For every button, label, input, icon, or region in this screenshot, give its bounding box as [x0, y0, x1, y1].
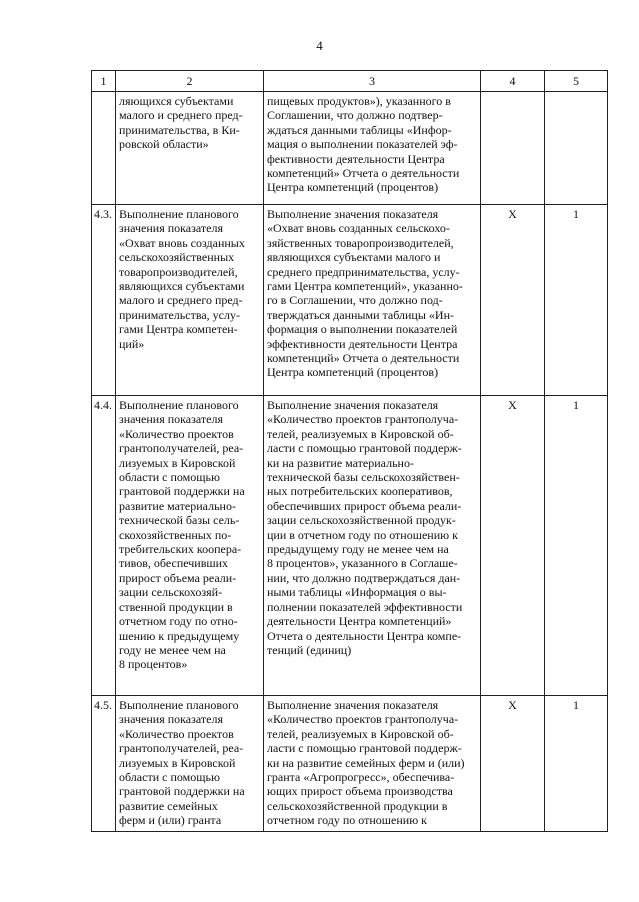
indicator-name: Выполнение планового значения показателя «Количество проектов грантополучателей, реа- лизуемых в Кировской области с помощью грантовой поддержки на развитие материально- технической базы сель- скохозяйственных по- требительских коопера- тивов, обеспечивших прирост объема реали- зации сельскохозяй- ственной продукции в отчетном году по отно- шению к предыдущему году не менее чем на 8 процентов»: [116, 396, 264, 696]
table-row: [92, 92, 608, 205]
table-header-row: [92, 71, 608, 92]
col-4-value: X: [481, 696, 545, 832]
col-5-value: 1: [545, 396, 608, 696]
header-col-4: 4: [481, 71, 545, 92]
row-number: 4.4.: [92, 396, 116, 696]
indicator-description: Выполнение значения показателя «Количество проектов грантополуча- телей, реализуемых в Кировской об- ласти с помощью грантовой поддерж- ки на развитие материально- технической базы сельскохозяйствен- ных потребительских кооперативов, обеспечивших прирост объема реали- зации сельскохозяйственной продук- ции в отчетном году по отношению к предыдущему году не менее чем на 8 процентов», указанного в Соглаше- нии, что должно подтверждаться дан- ными таблицы «Информация о вы- полнении показателей эффективности деятельности Центра компетенций» Отчета о деятельности Центра компе- тенций (единиц): [264, 396, 481, 696]
indicator-name: Выполнение планового значения показателя «Охват вновь созданных сельскохозяйственных товаропроизводителей, являющихся субъектами малого и среднего пред- принимательства, услу- гами Центра компетен- ций»: [116, 205, 264, 396]
header-col-1: 1: [92, 71, 116, 92]
col-4-value: [481, 92, 545, 205]
row-number: 4.3.: [92, 205, 116, 396]
row-number: 4.5.: [92, 696, 116, 832]
col-4-value: X: [481, 205, 545, 396]
page-number: 4: [316, 38, 323, 53]
indicator-name: Выполнение планового значения показателя «Количество проектов грантополучателей, реа- лизуемых в Кировской области с помощью грантовой поддержки на развитие семейных ферм и (или) гранта: [116, 696, 264, 832]
header-col-3: 3: [264, 71, 481, 92]
indicator-name: ляющихся субъектами малого и среднего пред- принимательства, в Ки- ровской области»: [116, 92, 264, 205]
col-5-value: 1: [545, 696, 608, 832]
header-col-2: 2: [116, 71, 264, 92]
table-row: [92, 205, 608, 396]
header-col-5: 5: [545, 71, 608, 92]
table-row: [92, 396, 608, 696]
requirements-table: [91, 70, 608, 832]
table-row: [92, 696, 608, 832]
indicator-description: пищевых продуктов»), указанного в Соглашении, что должно подтвер- ждаться данными таблицы «Инфор- мация о выполнении показателей эф- фективности деятельности Центра компетенций» Отчета о деятельности Центра компетенций (процентов): [264, 92, 481, 205]
indicator-description: Выполнение значения показателя «Охват вновь созданных сельскохо- зяйственных товаропроизводителей, являющихся субъектами малого и среднего предпринимательства, услу- гами Центра компетенций», указанно- го в Соглашении, что должно под- тверждаться данными таблицы «Ин- формация о выполнении показателей эффективности деятельности Центра компетенций» Отчета о деятельности Центра компетенций (процентов): [264, 205, 481, 396]
col-4-value: X: [481, 396, 545, 696]
indicator-description: Выполнение значения показателя «Количество проектов грантополуча- телей, реализуемых в Кировской об- ласти с помощью грантовой поддерж- ки на развитие семейных ферм и (или) гранта «Агропрогресс», обеспечива- ющих прирост объема производства сельскохозяйственной продукции в отчетном году по отношению к: [264, 696, 481, 832]
col-5-value: [545, 92, 608, 205]
col-5-value: 1: [545, 205, 608, 396]
row-number: [92, 92, 116, 205]
